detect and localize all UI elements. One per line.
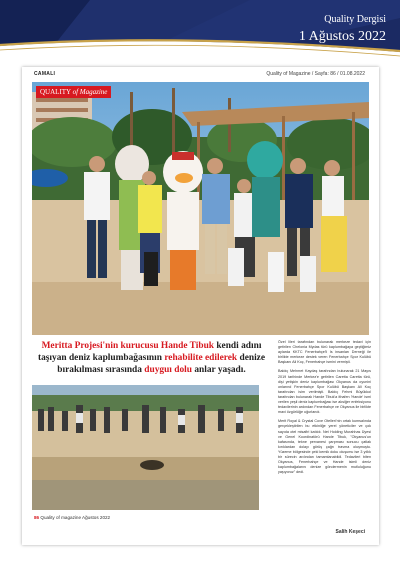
turtle-release-photo [32,385,259,510]
magazine-name: Quality Dergisi [324,14,386,25]
child-3 [268,252,284,292]
body-paragraph: Özel lileri tarafından bulunarak merkeze tedavi için getirilen Chelonia Mydas türü kaplumbağaya geçtiğimiz aylarda KKTC Fenerbahçe'li Is insanları Derneği ile birlikte merkeze destek veren Fenerbahçe Spor Kulübü Başkanı Ali Koç, Fenerbahçe ismini vermişti. [278,340,371,365]
article-headline: Meritta Projesi'nin kurucusu Hande Tibuk kendi adını taşıyan deniz kaplumbağasının rehabilite edilerek denize bırakılması sırasında duyguı dolu anlar yaşadı. [37,341,266,375]
mascot-turtle [247,141,283,237]
section-label: CAMALI [34,71,56,77]
main-group-photo [32,82,369,335]
child-2 [228,248,244,286]
magazine-header-band [0,0,400,63]
page-number: 86 [34,515,40,520]
child-4 [300,256,316,292]
shoreline-crowd-photo [32,385,259,510]
issue-date: 1 Ağustos 2022 [298,29,386,44]
magazine-page [22,67,379,545]
body-paragraph: Baldıç Mehmet Kaydaş tarafından bulunarak 21 Mayıs 2019 tarihinde Merkez'e getirilen Caretta Caretta türü, dişi yetişkin deniz kaplumbağası Okyanus da oyunini onlarınd Fenerbahçe Spor Kulübü Başkanı Ali Koç tarafından isim verilmişti. Baldıç Fehmi Büyükkol tarafından bulunarak Hande Tibuk'a ithafen 'Hande' ismi verilen yeşil deniz kaplumbağası ise aksiğer enfeksiyonu tedavilerinin ardından Fenerbahçe ve Okyanus ile birlikte mavi özgürlüğe uğurlandı. [278,369,371,415]
author-name: Salih Keşeci [335,529,365,535]
person-woman-right [321,160,347,272]
beach-group-photo [32,82,369,335]
page-footer: 86 Quality of magazine Ağustos 2022 [34,515,111,520]
body-paragraph: Merit Royal & Crystal Cove Otelleri'nin ortak kumsalında gerçekleştirilen bu etkinliğe yerel yöneticiler ve çok sayıda otel misafiri katıldı. Net Holding Murahhas Üyesi ve Genel Koordinatörü Hande Tibuk, "Okyanus'un kafasında, tekne pervanesi çarpması sonucu çatlak kırıklardan dolayı görüş çağrı travma oluşmuştu. Yüzeme bölgesinde çeki kemik doku oluşumu ise 3 yıllık bir sürecin ardından tamamlanabildi. Tedavileri biten Okyanus, Fenerbahçe ve Hande isimli deniz kaplumbağalarını denize göndermenin mutluluğunu yaşıyoruz" dedi. [278,419,371,475]
running-header: Quality of Magazine / Sayfa: 86 / 01.08.2022 [266,71,365,77]
sea-turtle [140,460,164,470]
child-1 [144,252,158,286]
quality-magazine-tag: QUALITY of Magazine [36,86,111,98]
article-body [278,340,371,479]
